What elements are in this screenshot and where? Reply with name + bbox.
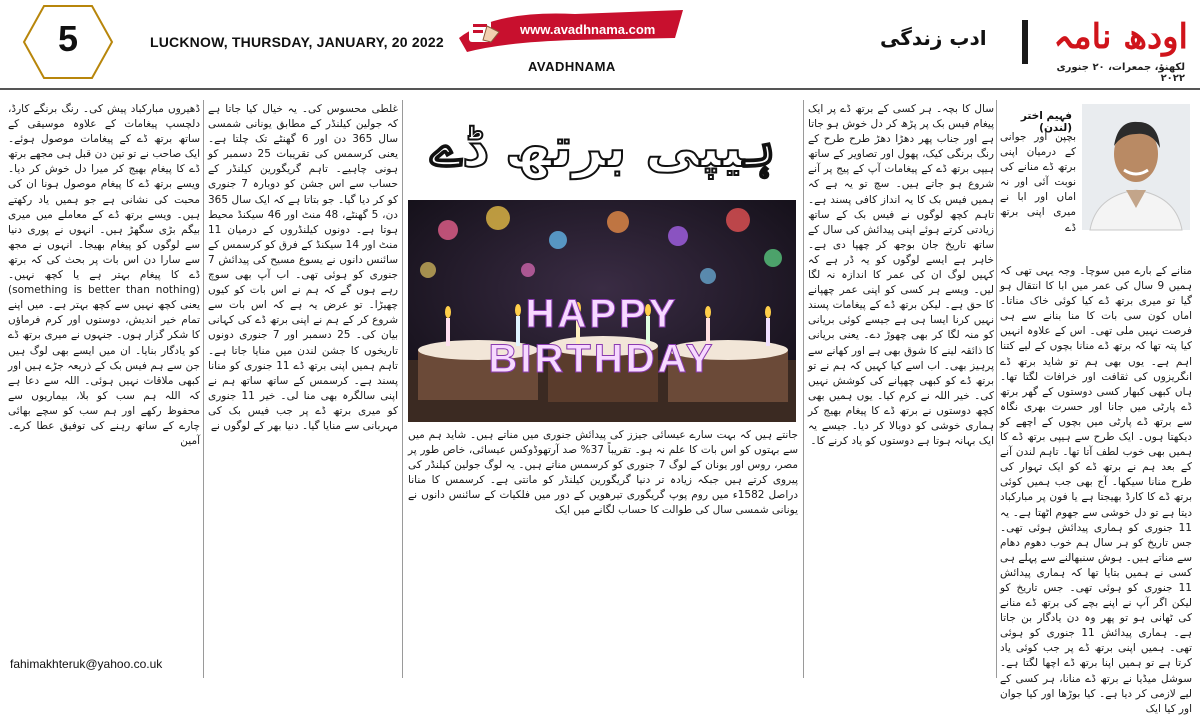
article-headline	[410, 108, 796, 194]
article-column-5: ڈھیروں مبارکباد پیش کی۔ رنگ برنگے کارڈ، دلچسپ پیغامات کے علاوہ موسیقی کے ساتھ برتھ ڈے کے پیغامات موصول ہوئے۔ ایک صاحب نے تو تین دن قبل ہی مجھے برتھ ڈے کا پیغام بھیج کر میرا دل خوش کر دیا۔ ویسے برتھ ڈے کا پیغام موصول ہونا ان کی محبت کی نشانی ہے جو ہمیں یاد رکھتے ہیں۔ ویسے برتھ ڈے کے معاملے میں میری بیگم بڑی سگھڑ ہیں۔ انہوں نے پوری دنیا سے لوگوں کو پیغام بھیجا۔ انہوں نے مجھ سے سارا دن اس بات پر بحث کی کہ برتھ ڈے کا پیغام بہتر ہے یا کچھ نہیں۔ (something is better than nothing) یعنی کچھ نہیں سے کچھ بہتر ہے۔ میں اپنے تمام خیر اندیش، دوستوں اور کرم فرماؤں کا شکر گزار ہوں۔ جنہوں نے میری برتھ ڈے کو یادگار بنایا۔ ان میں ایسے بھی لوگ ہیں جن سے ہم فیس بک کے ذریعہ جڑے ہیں اور کبھی ملاقات نہیں ہوئی۔ اللہ سے دعا ہے کہ اللہ ہم سب کو بلا، بیماریوں سے محفوظ رکھے اور ہم سب کو سچے بھائی چارے کے ساتھ رہنے کی توفیق عطا کرے۔ آمین	[8, 103, 200, 448]
headline-text: ہیپی برتھ ڈے	[430, 116, 776, 179]
brand-name: AVADHNAMA	[528, 59, 616, 74]
column-rule	[402, 100, 403, 678]
masthead-date: لکھنؤ، جمعرات، ۲۰ جنوری ۲۰۲۲	[1056, 62, 1185, 84]
dateline: LUCKNOW, THURSDAY, JANUARY, 20 2022	[150, 34, 444, 50]
photo-candle-letters: HAPPY BIRTHDAY	[488, 292, 716, 381]
article-column-4: غلطی محسوس کی۔ یہ خیال کیا جاتا ہے کہ جولین کیلنڈر کے مطابق یونانی شمسی سال 365 دن اور 6 گھنٹے تک چلتا ہے۔ یعنی کرسمس کی تقریبات 25 دسمبر کو ہونی چاہیے۔ تاہم گریگورین کیلنڈر کے حساب سے اس جشن کو دوبارہ 7 جنوری کو کر دیا گیا۔ جو بتاتا ہے کہ ایک سال 365 دن، 5 گھنٹے، 48 منٹ اور 46 سیکنڈ محیط ہوتا ہے۔ دونوں کیلنڈروں کے درمیان 11 منٹ اور 14 سیکنڈ کے فرق کو کرسمس کے سائنس دانوں نے یسوع مسیح کی پیدائش 7 جنوری کو ہوئی تھی۔ اب آپ بھی سوچ رہے ہوں گے کہ ہم نے اس بات کو کیوں چھیڑا۔ تو عرض یہ ہے کہ اس بات سے شروع کر کے ہم نے اپنی برتھ ڈے کی کہانی بیان کی۔ 25 دسمبر اور 7 جنوری دونوں تاریخوں کا جشن لندن میں منایا جاتا ہے۔ تاہم ہمیں اپنی برتھ ڈے 11 جنوری کو منانا پسند ہے۔ کرسمس کے ساتھ ساتھ ہم نے اپنی سالگرہ بھی منا لی۔ خیر 11 جنوری کو میری برتھ ڈے پر جب فیس بک کی مہربانی سے منایا گیا۔ دنیا بھر کے لوگوں نے	[208, 103, 398, 432]
article-column-intro: بچپن اور جوانی کے درمیان اپنی برتھ ڈے منانے کی نوبت آئی اور نہ اماں اور ابا نے میری اپنی برتھ ڈے	[1000, 131, 1076, 234]
header-divider	[1022, 20, 1028, 64]
article-column-1: منانے کے بارے میں سوچا۔ وجہ یہی تھی کہ ہمیں 9 سال کی عمر میں ابا کا انتقال ہو گیا تو میری برتھ ڈے کیا کوئی خاک مناتا۔ اماں کون سی بات کا منا بنانے سے ہی فرصت نہیں ملی تھی۔ اس کے علاوہ انہیں کیا پتہ تھا کہ برتھ ڈے منانا بچوں کے لیے کتنا اہم ہے۔ یوں بھی ہم تو شاید برتھ ڈے انگریزوں کی ثقافت اور خرافات لگتا تھا۔ ہاں کبھی کبھار کسی دوستوں کے گھر برتھ ڈے پارٹی میں جانا اور حسرت بھری نگاہ سے برتھ ڈے پارٹی میں بچوں کے اچھے کو دیکھتا ہوں۔ ایک طرح سے ہیپی برتھ ڈے کا ہمیں بھی خوب لطف آتا تھا۔ تاہم لندن آنے کے بعد ہم نے برتھ ڈے کو ایک تہوار کی طرح منانا سیکھا۔ آج بھی جب ہمیں کوئی برتھ ڈے کا کارڈ بھیجتا ہے یا فون پر مبارکباد دیتا ہے تو دل خوشی سے جھوم اٹھتا ہے۔ یہ 11 جنوری کو ہماری پیدائش ہوئی تھی۔ جس تاریخ کو ہر سال ہم خوب دھوم دھام سے مناتے ہیں۔ ہوش سنبھالنے سے پہلے ہی کسی نے ہمیں بتایا تھا کہ ہماری پیدائش 11 جنوری کو ہوئی تھی۔ جس تاریخ کو لیکن اگر آپ نے اپنے بچے کی برتھ ڈے منانے کی ٹھانی ہو تو پھر وہ دن یادگار بن جاتا ہے۔ ہماری پیدائش 11 جنوری کو ہوئی تھی۔ ہمیں اپنی برتھ ڈے پر جب کوئی یاد کرتا ہے تو ہمیں اپنا برتھ ڈے اچھا لگتا ہے۔ سوشل میڈیا نے برتھ ڈے منانا، ہر کسی کے لیے لازمی کر دیا ہے۔ کیا بوڑھا اور کیا جوان اور کیا ایک	[1000, 265, 1193, 715]
article-column-3: جانتے ہیں کہ بہت سارے عیسائی جیزز کی پیدائش جنوری میں مناتے ہیں۔ شاید ہم میں سے بہتوں کو اس بات کا علم نہ ہو۔ تقریباً 37% صد آرتھوڈوکس عیسائی، خاص طور پر مصر، روس اور یونان کے لوگ 7 جنوری کو کرسمس مناتے ہیں۔ یہ لوگ جولین کیلنڈر کی پیروی کرتے ہیں جبکہ زیادہ تر دنیا گریگورین کیلنڈر کو مانتی ہے۔ کرسمس کا منانا دراصل 1582ء میں روم پوپ گریگوری تیرھویں کے دور میں فلکیات کے سائنس دانوں نے یونانی شمسی سال کی طوالت کا حساب لگانے میں ایک	[408, 429, 799, 517]
page-number: 5	[57, 18, 79, 59]
author-email[interactable]: fahimakhteruk@yahoo.co.uk	[10, 657, 163, 671]
column-rule	[803, 100, 804, 678]
website-url[interactable]: www.avadhnama.com	[520, 22, 656, 37]
hand-icon	[463, 12, 503, 48]
page-number-badge	[22, 4, 114, 80]
author-photo	[1082, 104, 1190, 230]
masthead-logo	[1040, 16, 1188, 58]
header-rule	[0, 88, 1200, 90]
column-rule	[996, 100, 997, 678]
column-rule	[203, 100, 204, 678]
masthead-title: اودھ نامہ	[1053, 17, 1188, 57]
author-name: فہیم اختر (لندن)	[1020, 110, 1072, 134]
birthday-cake-photo	[408, 200, 796, 422]
section-title: ادب زندگی	[880, 26, 987, 50]
article-column-2: سال کا بچہ۔ ہر کسی کے برتھ ڈے پر ایک پیغام فیس بک پر پڑھ کر دل خوش ہو جاتا ہے اور جناب پھر دھڑا دھڑ طرح طرح کے رنگ برنگی کیک، پھول اور تصاویر کے ساتھ ہیپی برتھ ڈے کے پیغامات آپ کے پیج پر آنے شروع ہو جاتے ہیں۔ سچ تو یہ ہے کہ ہمیں فیس بک کا یہ انداز کافی پسند ہے۔ تاہم کچھ لوگوں نے فیس بک کے ساتھ زیادتی کرتے ہوئے اپنی پیدائش کی سال کے ساتھ تاریخ جان بوجھ کر چھپا دی ہے۔ خاہر ہے ایسے لوگوں کو یہ ڈر ہے کہ کہیں لوگ ان کی عمر کا اندازہ نہ لگا لیں۔ ویسے ہر کسی کو اپنی عمر چھپانے کا حق ہے۔ لیکن برتھ ڈے کے پیغامات پسند نہیں کرنا ایسا ہی ہے جیسے کوئی بریانی کو منہ لگا کر بھی چھوڑ دے۔ یعنی بریانی کا ذائقہ لینے کا شوق بھی ہے اور کھانے سے پرہیز بھی۔ اب اسے کیا کہیں کہ ہم نے تو برتھ ڈے کو کبھی چھپانے کی کوشش نہیں کی۔ خیر اللہ نے کرم کیا۔ یوں ہمیں بھی کچھ دوستوں نے برتھ ڈے کا پیغام بھیج کر ہماری خوشی کو دوبالا کر دیا۔ جیسے یہ ایک بہانہ ہوتا ہے دوستوں کو یاد کرنے کا۔	[808, 103, 994, 448]
